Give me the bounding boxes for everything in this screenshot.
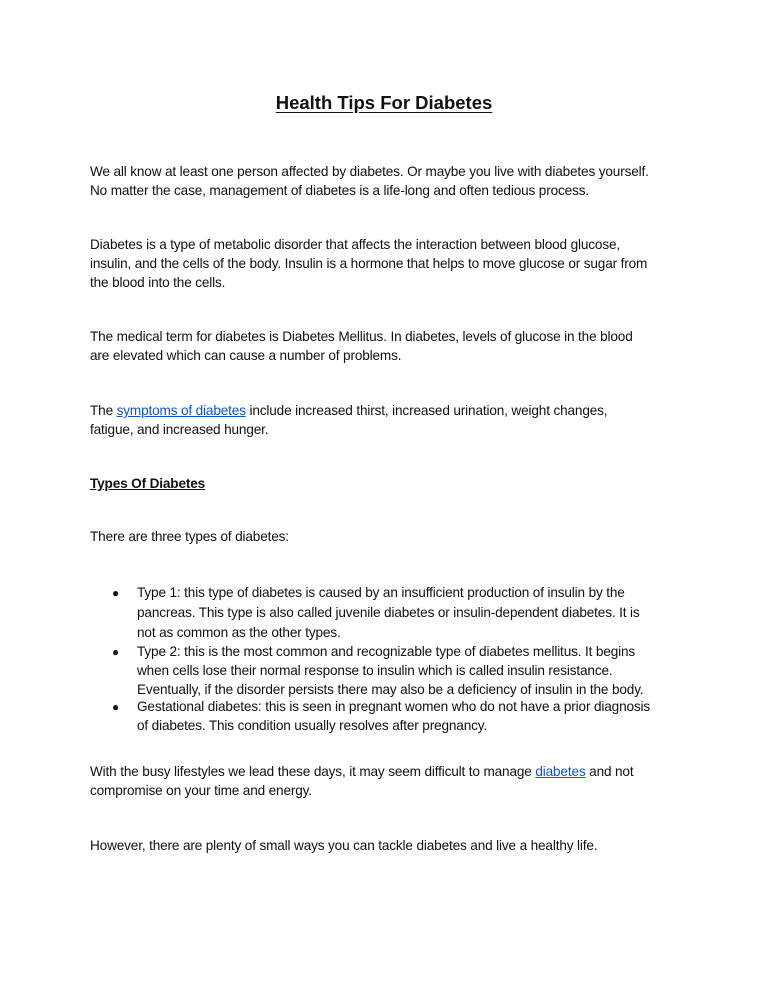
paragraph-line: However, there are plenty of small ways you can tackle diabetes and live a healthy life. (90, 838, 598, 853)
paragraph-line: There are three types of diabetes: (90, 529, 289, 544)
bullet-icon: ● (112, 586, 120, 600)
list-item-line: when cells lose their normal response to insulin which is called insulin resistance. (137, 663, 613, 678)
paragraph-line: The symptoms of diabetes include increased thirst, increased urination, weight changes, (90, 403, 608, 418)
diabetes-link[interactable]: diabetes (535, 764, 586, 779)
symptoms-link[interactable]: symptoms of diabetes (116, 403, 246, 418)
paragraph-line: No matter the case, management of diabetes is a life-long and often tedious process. (90, 183, 589, 198)
list-item-line: Type 1: this type of diabetes is caused by an insufficient production of insulin by the (137, 585, 625, 600)
list-item-line: not as common as the other types. (137, 625, 341, 640)
paragraph-line: compromise on your time and energy. (90, 783, 312, 798)
page-title: Health Tips For Diabetes (275, 92, 493, 113)
section-heading: Types Of Diabetes (90, 476, 206, 491)
paragraph-line: fatigue, and increased hunger. (90, 422, 269, 437)
paragraph-line: the blood into the cells. (90, 275, 226, 290)
bullet-icon: ● (112, 645, 120, 659)
paragraph-line: Diabetes is a type of metabolic disorder that affects the interaction between blood glucose, (90, 237, 621, 252)
paragraph-line: The medical term for diabetes is Diabetes Mellitus. In diabetes, levels of glucose in the blood (90, 329, 633, 344)
paragraph-line: are elevated which can cause a number of problems. (90, 348, 402, 363)
list-item-line: pancreas. This type is also called juvenile diabetes or insulin-dependent diabetes. It is (137, 605, 640, 620)
paragraph-line: With the busy lifestyles we lead these days, it may seem difficult to manage diabetes and not (90, 764, 634, 779)
list-item-line: Eventually, if the disorder persists there may also be a deficiency of insulin in the body. (137, 682, 644, 697)
list-item-line: Gestational diabetes: this is seen in pregnant women who do not have a prior diagnosis (137, 699, 651, 714)
paragraph-line: insulin, and the cells of the body. Insulin is a hormone that helps to move glucose or sugar from (90, 256, 648, 271)
paragraph-line: We all know at least one person affected by diabetes. Or maybe you live with diabetes yourself. (90, 164, 649, 179)
list-item-line: Type 2: this is the most common and recognizable type of diabetes mellitus. It begins (137, 644, 636, 659)
bullet-icon: ● (112, 700, 120, 714)
list-item-line: of diabetes. This condition usually resolves after pregnancy. (137, 718, 488, 733)
